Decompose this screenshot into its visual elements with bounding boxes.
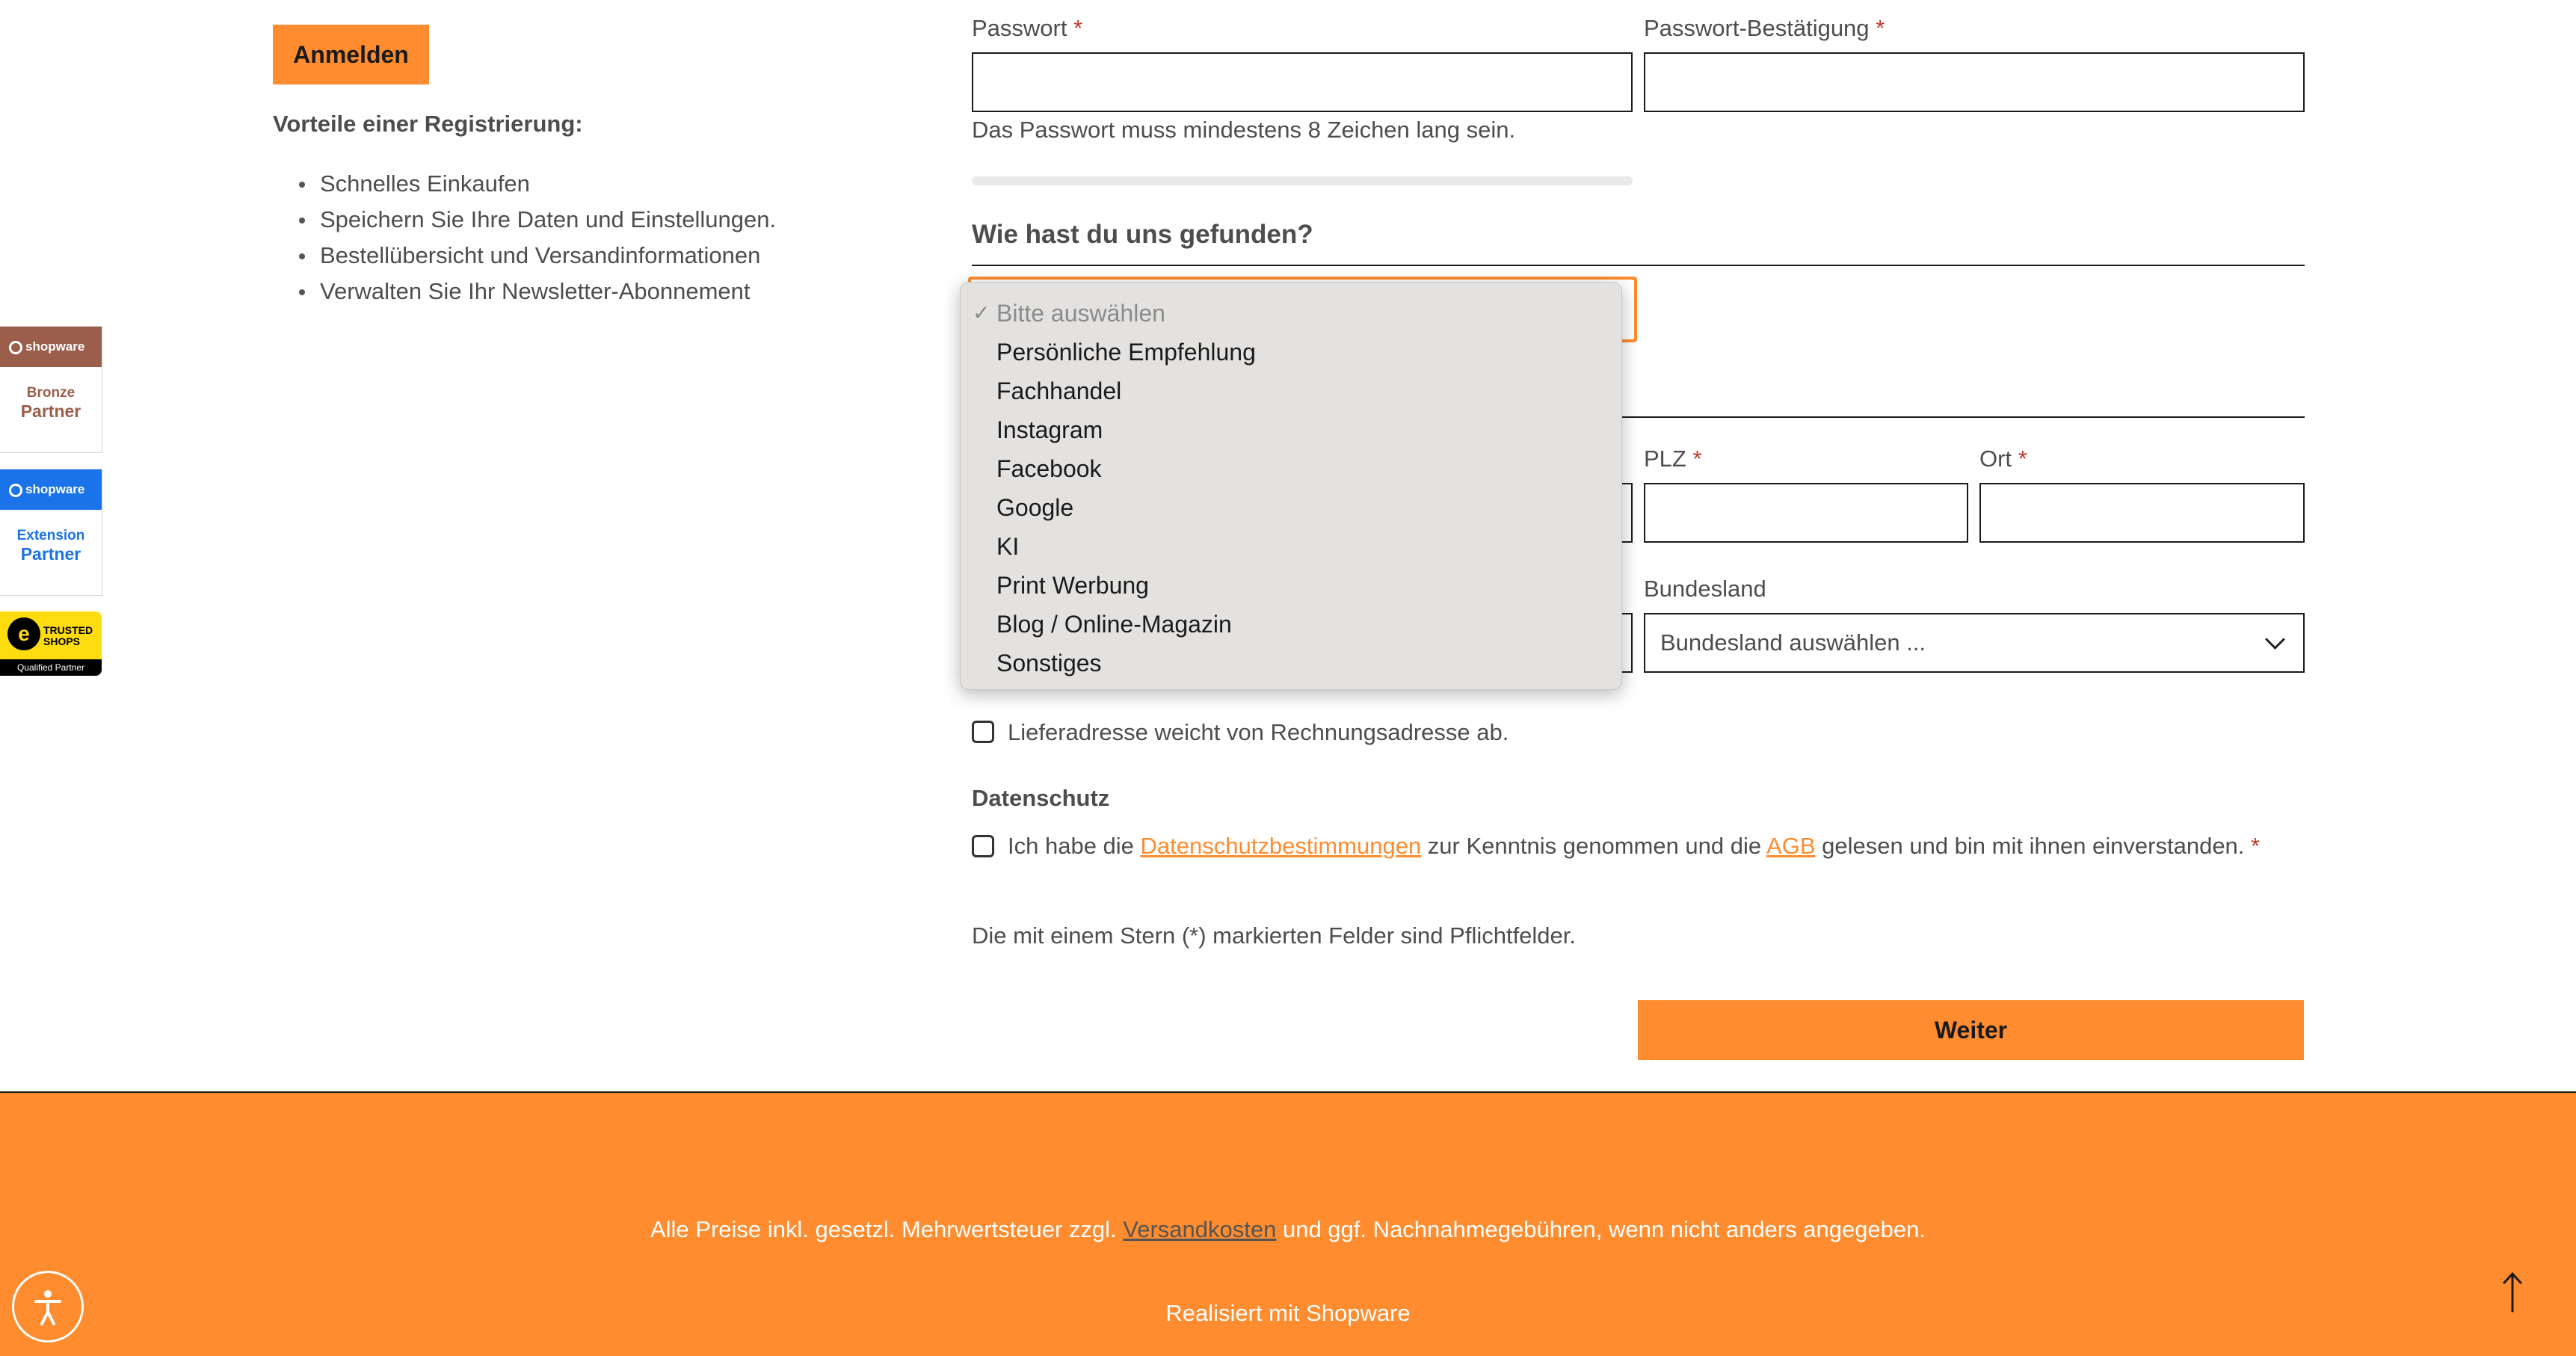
accessibility-icon[interactable] [12,1271,84,1343]
dropdown-option[interactable]: Sonstiges [996,650,1102,677]
scroll-to-top-icon [2501,1271,2524,1313]
dropdown-option[interactable]: Blog / Online-Magazin [996,611,1232,638]
benefit-item: Schnelles Einkaufen [299,166,776,202]
trusted-shops-logo-icon: e [7,617,40,650]
accessibility-figure-icon [33,1289,63,1325]
dropdown-option[interactable]: Google [996,494,1074,521]
trusted-shops-sub: Qualified Partner [0,659,102,676]
benefit-item: Speichern Sie Ihre Daten und Einstellungen. [299,202,776,238]
badge-line2: Partner [20,544,81,564]
dropdown-option-selected[interactable]: Bitte auswählen [996,300,1165,327]
bundesland-label: Bundesland [1644,576,1766,602]
privacy-policy-link[interactable]: Datenschutzbestimmungen [1140,833,1422,859]
check-icon: ✓ [973,301,990,324]
password-label: Passwort * [972,15,1083,41]
shopware-bronze-partner-badge[interactable] [0,326,102,453]
badge-brand: shopware [25,339,85,354]
required-mark: * [2018,446,2027,472]
dropdown-option[interactable]: Instagram [996,416,1103,443]
privacy-label: Ich habe die Datenschutzbestimmungen zur Kenntnis genommen und die AGB gelesen und bin mit ihnen einverstanden. * [1008,833,2261,859]
ort-input[interactable] [1979,483,2305,543]
chevron-down-icon [2265,629,2285,650]
badge-brand: shopware [25,482,85,496]
dropdown-option[interactable]: Fachhandel [996,377,1122,404]
badge-line1: Bronze [26,385,76,401]
required-mark: * [1073,15,1083,41]
privacy-checkbox[interactable] [972,835,994,857]
required-mark: * [1692,446,1702,472]
benefits-list [299,166,776,309]
shipping-costs-link[interactable]: Versandkosten [1123,1216,1277,1242]
trusted-shops-badge[interactable] [0,611,102,676]
section-divider [972,265,2305,266]
required-mark: * [1876,15,1885,41]
password-hint: Das Passwort muss mindestens 8 Zeichen lang sein. [972,117,1516,143]
trusted-shops-title: TRUSTED SHOPS [43,624,93,647]
required-fields-note: Die mit einem Stern (*) markierten Felder sind Pflichtfelder. [972,922,1577,949]
found-section-title: Wie hast du uns gefunden? [972,220,1313,249]
password-confirm-input[interactable] [1644,52,2305,112]
shipping-address-label[interactable]: Lieferadresse weicht von Rechnungsadresse ab. [1008,719,1509,745]
found-dropdown-menu [960,282,1622,690]
dropdown-option[interactable]: Print Werbung [996,572,1149,599]
dropdown-option[interactable]: Facebook [996,455,1102,482]
benefit-item: Bestellübersicht und Versandinformationen [299,238,776,274]
arrow-up-icon[interactable] [2494,1271,2531,1316]
required-mark: * [2251,833,2261,859]
plz-input[interactable] [1644,483,1968,543]
benefits-title: Vorteile einer Registrierung: [273,111,583,137]
dropdown-option[interactable]: KI [996,533,1020,560]
shipping-address-checkbox[interactable] [972,721,994,743]
privacy-title: Datenschutz [972,785,1110,811]
dropdown-option[interactable]: Persönliche Empfehlung [996,339,1256,366]
badge-line1: Extension [16,528,85,543]
bundesland-value: Bundesland auswählen ... [1660,629,1926,656]
login-button[interactable]: Anmelden [273,25,429,84]
password-confirm-label: Passwort-Bestätigung * [1644,15,1885,41]
badge-line2: Partner [20,401,81,421]
password-input[interactable] [972,52,1633,112]
footer-price-note: Alle Preise inkl. gesetzl. Mehrwertsteuer zzgl. Versandkosten und ggf. Nachnahmegebühren, wenn nicht anders angegeben. [650,1216,1926,1242]
shopware-extension-partner-badge[interactable] [0,469,102,596]
password-strength-bar [972,176,1633,185]
benefit-item: Verwalten Sie Ihr Newsletter-Abonnement [299,274,776,309]
ort-label: Ort * [1979,446,2027,472]
shopware-logo-icon [9,341,22,354]
footer-powered-by[interactable]: Realisiert mit Shopware [1165,1300,1411,1326]
submit-button[interactable]: Weiter [1638,1000,2304,1060]
agb-link[interactable]: AGB [1766,833,1816,859]
shopware-logo-icon [9,484,22,497]
bundesland-select[interactable] [1644,613,2305,673]
plz-label: PLZ * [1644,446,1702,472]
